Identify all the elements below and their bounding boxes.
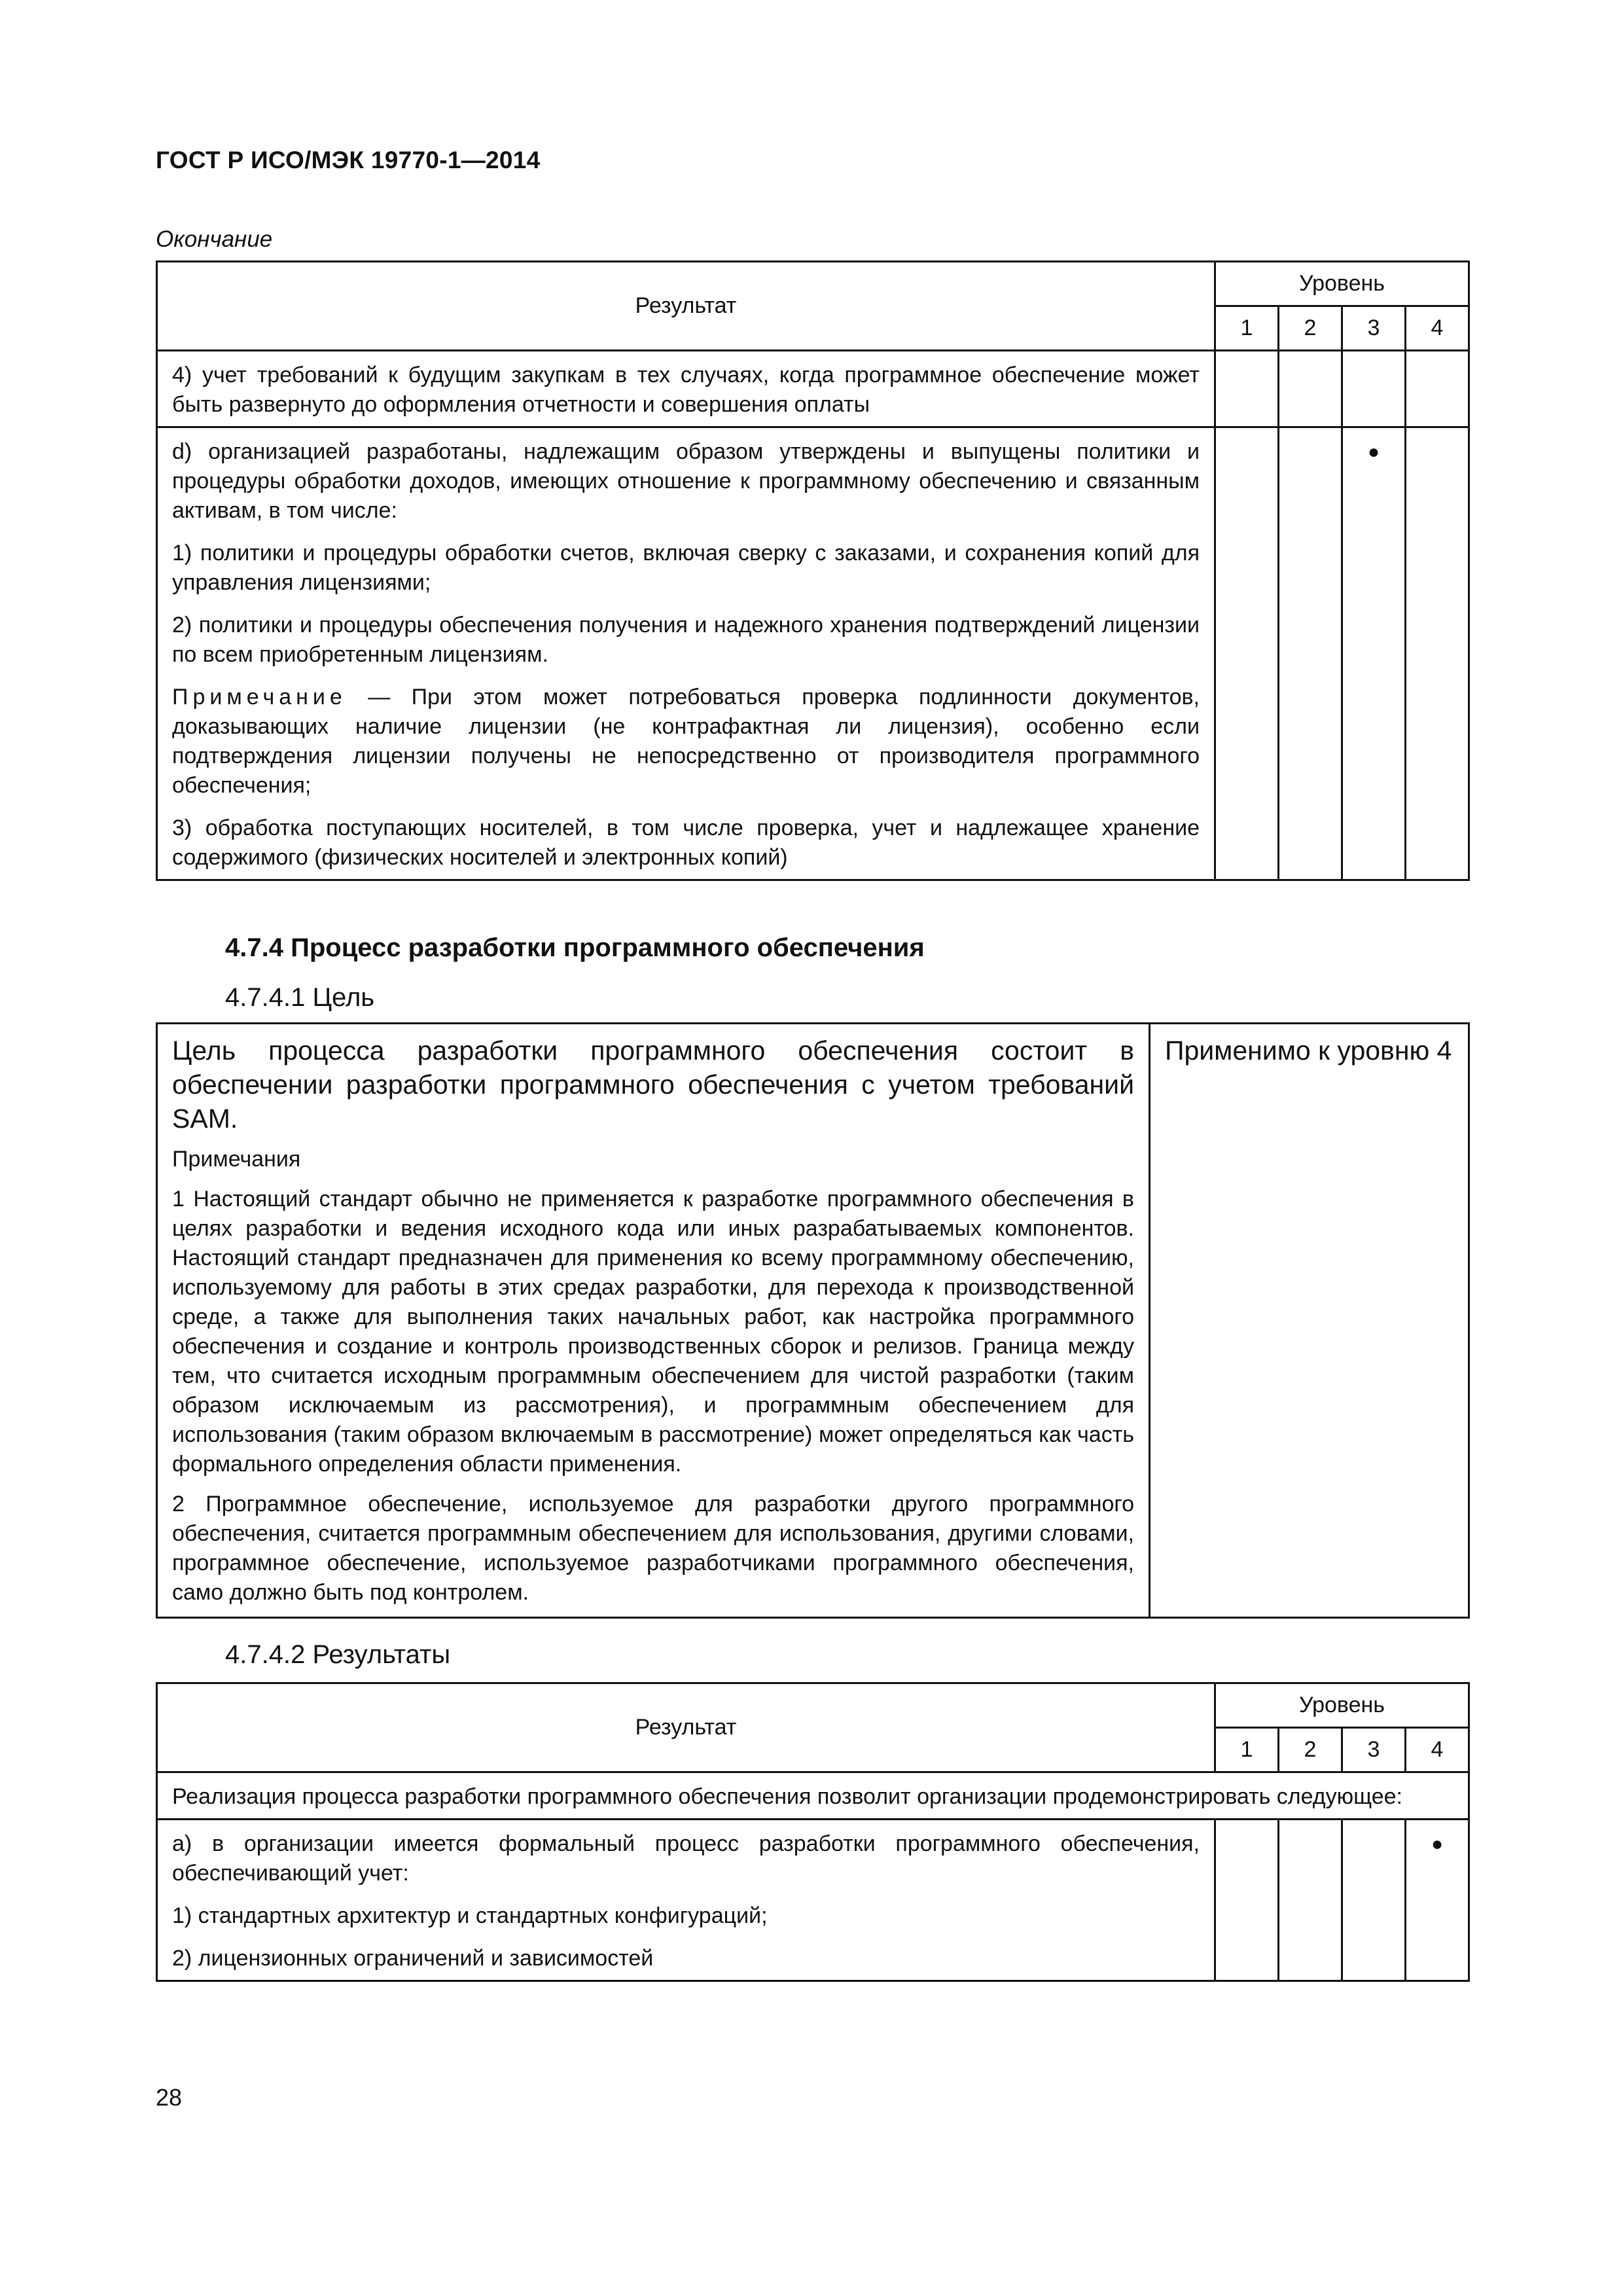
note-text: — При этом может потребоваться проверка подлинности документов, доказывающих наличие лицензии (не контрафактная ли лицензия), особенно если подтверждения лицензии получены не непосредственно от производителя программного обеспечения;	[172, 685, 1200, 798]
intro-text: Реализация процесса разработки программного обеспечения позволит организации продемонстрировать следующее:	[172, 1784, 1402, 1809]
level-3-cell	[1342, 427, 1406, 880]
results-table-2	[156, 1682, 1470, 1982]
results-table-1	[156, 260, 1470, 881]
table-row	[157, 1772, 1469, 1820]
purpose-table	[156, 1022, 1470, 1619]
purpose-cell	[157, 1024, 1150, 1618]
level-4-cell	[1406, 427, 1469, 880]
result-item-d: d) организацией разработаны, надлежащим образом утверждены и выпущены политики и процедуры обработки доходов, имеющих отношение к программному обеспечению и связанным активам, в том числе:	[172, 439, 1200, 523]
result-subitem-2: 2) лицензионных ограничений и зависимостей	[172, 1946, 654, 1971]
level-4-cell	[1406, 351, 1469, 427]
purpose-statement: Цель процесса разработки программного обеспечения состоит в обеспечении разработки программного обеспечения с учетом требований SAM.	[172, 1035, 1134, 1134]
level-1-cell	[1215, 1820, 1279, 1981]
level-2-cell	[1279, 351, 1342, 427]
level-3-cell	[1342, 351, 1406, 427]
level-column-header: Уровень	[1215, 1683, 1469, 1728]
level-2-cell	[1279, 427, 1342, 880]
result-cell	[157, 1820, 1215, 1981]
result-subitem-1: 1) политики и процедуры обработки счетов, включая сверку с заказами, и сохранения копий для управления лицензиями;	[172, 541, 1200, 595]
page-number: 28	[156, 2084, 183, 2111]
result-cell	[157, 351, 1215, 427]
result-item: 4) учет требований к будущим закупкам в тех случаях, когда программное обеспечение может быть развернуто до оформления отчетности и совершения оплаты	[172, 363, 1200, 417]
level-column-header: Уровень	[1215, 262, 1469, 306]
level-2-cell	[1279, 1820, 1342, 1981]
applicability-cell: Применимо к уровню 4	[1150, 1024, 1469, 1618]
note-2: 2 Программное обеспечение, используемое для разработки другого программного обеспечения, считается программным обеспечением для использования, другими словами, программное обеспечение, используемое разработчиками программного обеспечения, само должно быть под контролем.	[172, 1492, 1134, 1605]
continuation-label: Окончание	[156, 226, 273, 252]
note-1: 1 Настоящий стандарт обычно не применяется к разработке программного обеспечения в целях разработки и ведения исходного кода или иных разрабатываемых компонентов. Настоящий стандарт предназначен для применения ко всему программному обеспечению, используемому для работы в этих средах разработки, для перехода к производственной среде, а также для выполнения таких начальных работ, как настройка программного обеспечения и создание и контроль производственных сборок и релизов. Граница между тем, что считается исходным программным обеспечением для чистой разработки (таким образом исключаемым из рассмотрения), и программным обеспечением для использования (таким образом включаемым в рассмотрение) может определяться как часть формального определения области применения.	[172, 1187, 1134, 1477]
document-header: ГОСТ Р ИСО/МЭК 19770-1—2014	[156, 147, 541, 173]
level-4-header: 4	[1406, 1728, 1469, 1772]
level-mark: ●	[1367, 441, 1380, 463]
level-mark: ●	[1431, 1833, 1444, 1855]
level-1-header: 1	[1215, 306, 1279, 351]
result-column-header: Результат	[157, 262, 1215, 351]
section-heading: 4.7.4 Процесс разработки программного обеспечения	[225, 933, 925, 962]
level-1-cell	[1215, 351, 1279, 427]
note-label: Примечание	[172, 685, 347, 709]
level-1-header: 1	[1215, 1728, 1279, 1772]
table-row	[157, 427, 1469, 880]
level-3-header: 3	[1342, 1728, 1406, 1772]
level-2-header: 2	[1279, 306, 1342, 351]
level-3-cell	[1342, 1820, 1406, 1981]
notes-label: Примечания	[172, 1147, 301, 1172]
result-subitem-1: 1) стандартных архитектур и стандартных конфигураций;	[172, 1903, 768, 1928]
table-row	[157, 351, 1469, 427]
result-item-a: а) в организации имеется формальный процесс разработки программного обеспечения, обеспечивающий учет:	[172, 1831, 1200, 1886]
level-3-header: 3	[1342, 306, 1406, 351]
intro-cell	[157, 1772, 1469, 1820]
result-subitem-2: 2) политики и процедуры обеспечения получения и надежного хранения подтверждений лицензии по всем приобретенным лицензиям.	[172, 613, 1200, 667]
table-row	[157, 1820, 1469, 1981]
level-4-header: 4	[1406, 306, 1469, 351]
level-1-cell	[1215, 427, 1279, 880]
results-subheading: 4.7.4.2 Результаты	[225, 1640, 451, 1669]
result-subitem-3: 3) обработка поступающих носителей, в том числе проверка, учет и надлежащее хранение содержимого (физических носителей и электронных копий)	[172, 816, 1200, 870]
note-paragraph	[172, 683, 1200, 800]
result-cell	[157, 427, 1215, 880]
level-2-header: 2	[1279, 1728, 1342, 1772]
level-4-cell	[1406, 1820, 1469, 1981]
purpose-notes	[172, 1145, 1134, 1607]
result-column-header: Результат	[157, 1683, 1215, 1772]
purpose-subheading: 4.7.4.1 Цель	[225, 983, 375, 1012]
